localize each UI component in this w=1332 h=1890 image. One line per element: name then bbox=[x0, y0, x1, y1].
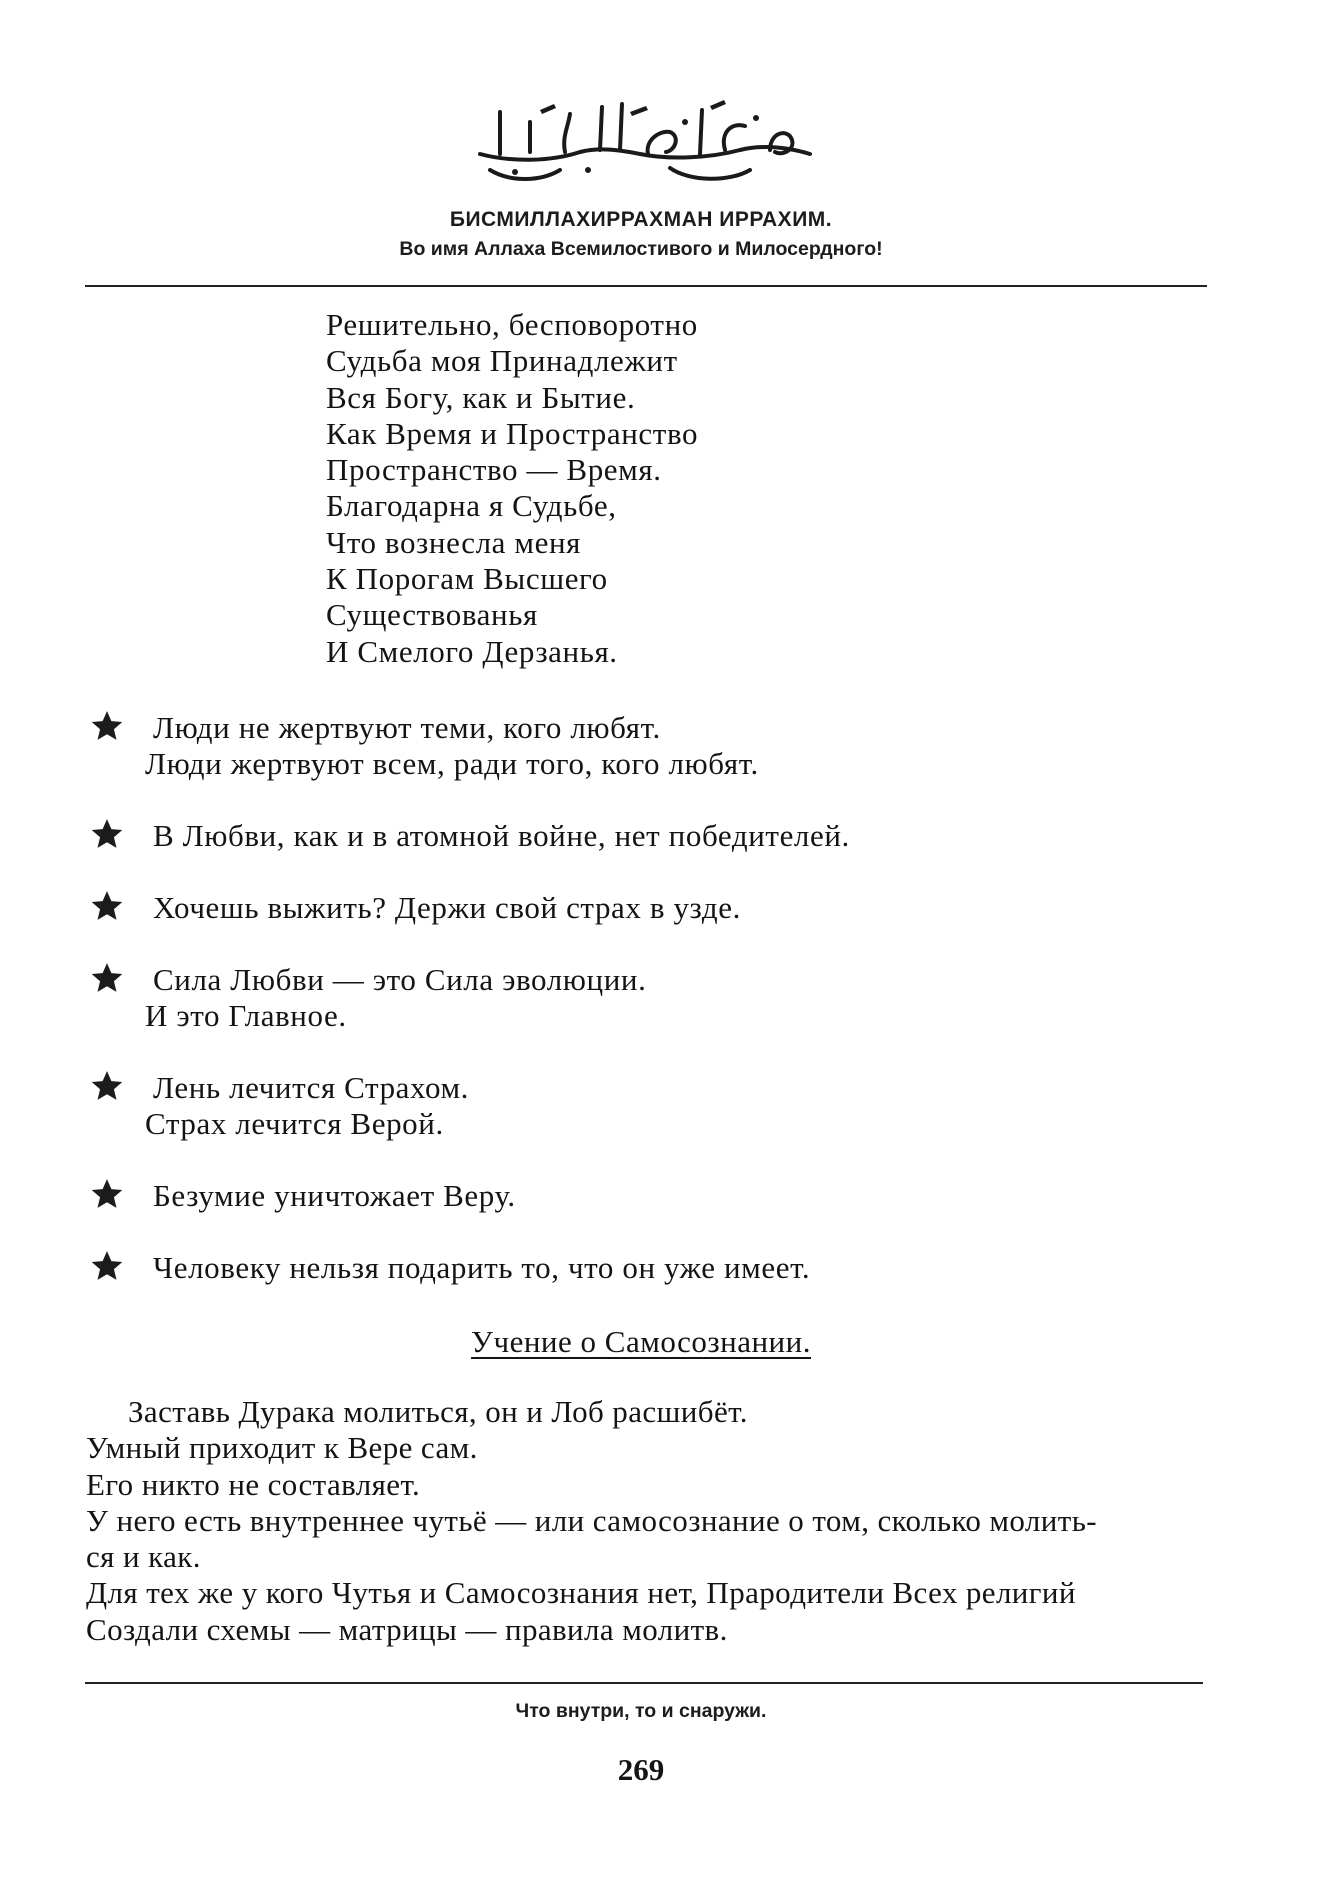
poem-line: Что вознесла меня bbox=[326, 524, 581, 560]
poem-line: Как Время и Пространство bbox=[326, 415, 699, 451]
aphorism-item bbox=[90, 710, 759, 782]
aphorism-line: В Любви, как и в атомной войне, нет победителей. bbox=[153, 818, 850, 853]
aphorism-item bbox=[90, 962, 646, 1034]
star-icon bbox=[90, 1177, 124, 1211]
footer-rule bbox=[85, 1682, 1203, 1684]
body-line: ся и как. bbox=[86, 1539, 201, 1575]
aphorism-line: Страх лечится Верой. bbox=[145, 1106, 444, 1141]
poem-line: Благодарна я Судьбе, bbox=[326, 488, 617, 524]
bismillah-calligraphy-icon bbox=[470, 92, 820, 192]
aphorism-line: Человеку нельзя подарить то, что он уже имеет. bbox=[153, 1250, 811, 1285]
body-line: У него есть внутреннее чутьё — или самосознание о том, сколько молить- bbox=[86, 1502, 1097, 1538]
poem bbox=[326, 307, 698, 670]
star-icon bbox=[90, 889, 124, 923]
aphorism-item bbox=[90, 818, 850, 854]
star-icon bbox=[90, 1069, 124, 1103]
star-icon bbox=[90, 1249, 124, 1283]
header-subtitle: Во имя Аллаха Всемилостивого и Милосердного! bbox=[399, 238, 883, 260]
star-icon bbox=[90, 709, 124, 743]
body-line: Для тех же у кого Чутья и Самосознания нет, Прародители Всех религий bbox=[86, 1575, 1076, 1611]
aphorism-line: Хочешь выжить? Держи свой страх в узде. bbox=[153, 890, 741, 925]
body-line: Заставь Дурака молиться, он и Лоб расшибёт. bbox=[128, 1394, 748, 1429]
poem-line: Существованья bbox=[326, 597, 538, 633]
poem-line: Пространство — Время. bbox=[326, 452, 662, 488]
poem-line: Вся Богу, как и Бытие. bbox=[326, 379, 636, 415]
page-number: 269 bbox=[617, 1752, 665, 1787]
aphorism-item bbox=[90, 1070, 469, 1142]
body-line: Создали схемы — матрицы — правила молитв. bbox=[86, 1611, 728, 1647]
footer-motto: Что внутри, то и снаружи. bbox=[515, 1700, 767, 1722]
aphorism-item bbox=[90, 1250, 810, 1286]
poem-line: К Порогам Высшего bbox=[326, 561, 608, 597]
header-rule bbox=[85, 285, 1207, 287]
aphorism-line: Безумие уничтожает Веру. bbox=[153, 1178, 516, 1213]
poem-line: Решительно, бесповоротно bbox=[326, 307, 698, 342]
aphorism-line: Сила Любви — это Сила эволюции. bbox=[153, 962, 647, 997]
aphorism-line: Лень лечится Страхом. bbox=[153, 1070, 470, 1105]
poem-line: Судьба моя Принадлежит bbox=[326, 343, 678, 379]
aphorism-line: Люди жертвуют всем, ради того, кого любят. bbox=[145, 746, 759, 781]
section-title: Учение о Самосознании. bbox=[471, 1324, 811, 1359]
header-title: БИСМИЛЛАХИРРАХМАН ИРРАХИМ. bbox=[449, 208, 833, 231]
body-line: Умный приходит к Вере сам. bbox=[86, 1430, 478, 1466]
aphorism-item bbox=[90, 890, 741, 926]
aphorism-line: Люди не жертвуют теми, кого любят. bbox=[153, 710, 661, 745]
star-icon bbox=[90, 817, 124, 851]
section-body bbox=[86, 1394, 1204, 1648]
body-line: Его никто не составляет. bbox=[86, 1466, 421, 1502]
star-icon bbox=[90, 961, 124, 995]
poem-line: И Смелого Дерзанья. bbox=[326, 633, 618, 669]
aphorism-item bbox=[90, 1178, 516, 1214]
aphorism-line: И это Главное. bbox=[145, 998, 347, 1033]
